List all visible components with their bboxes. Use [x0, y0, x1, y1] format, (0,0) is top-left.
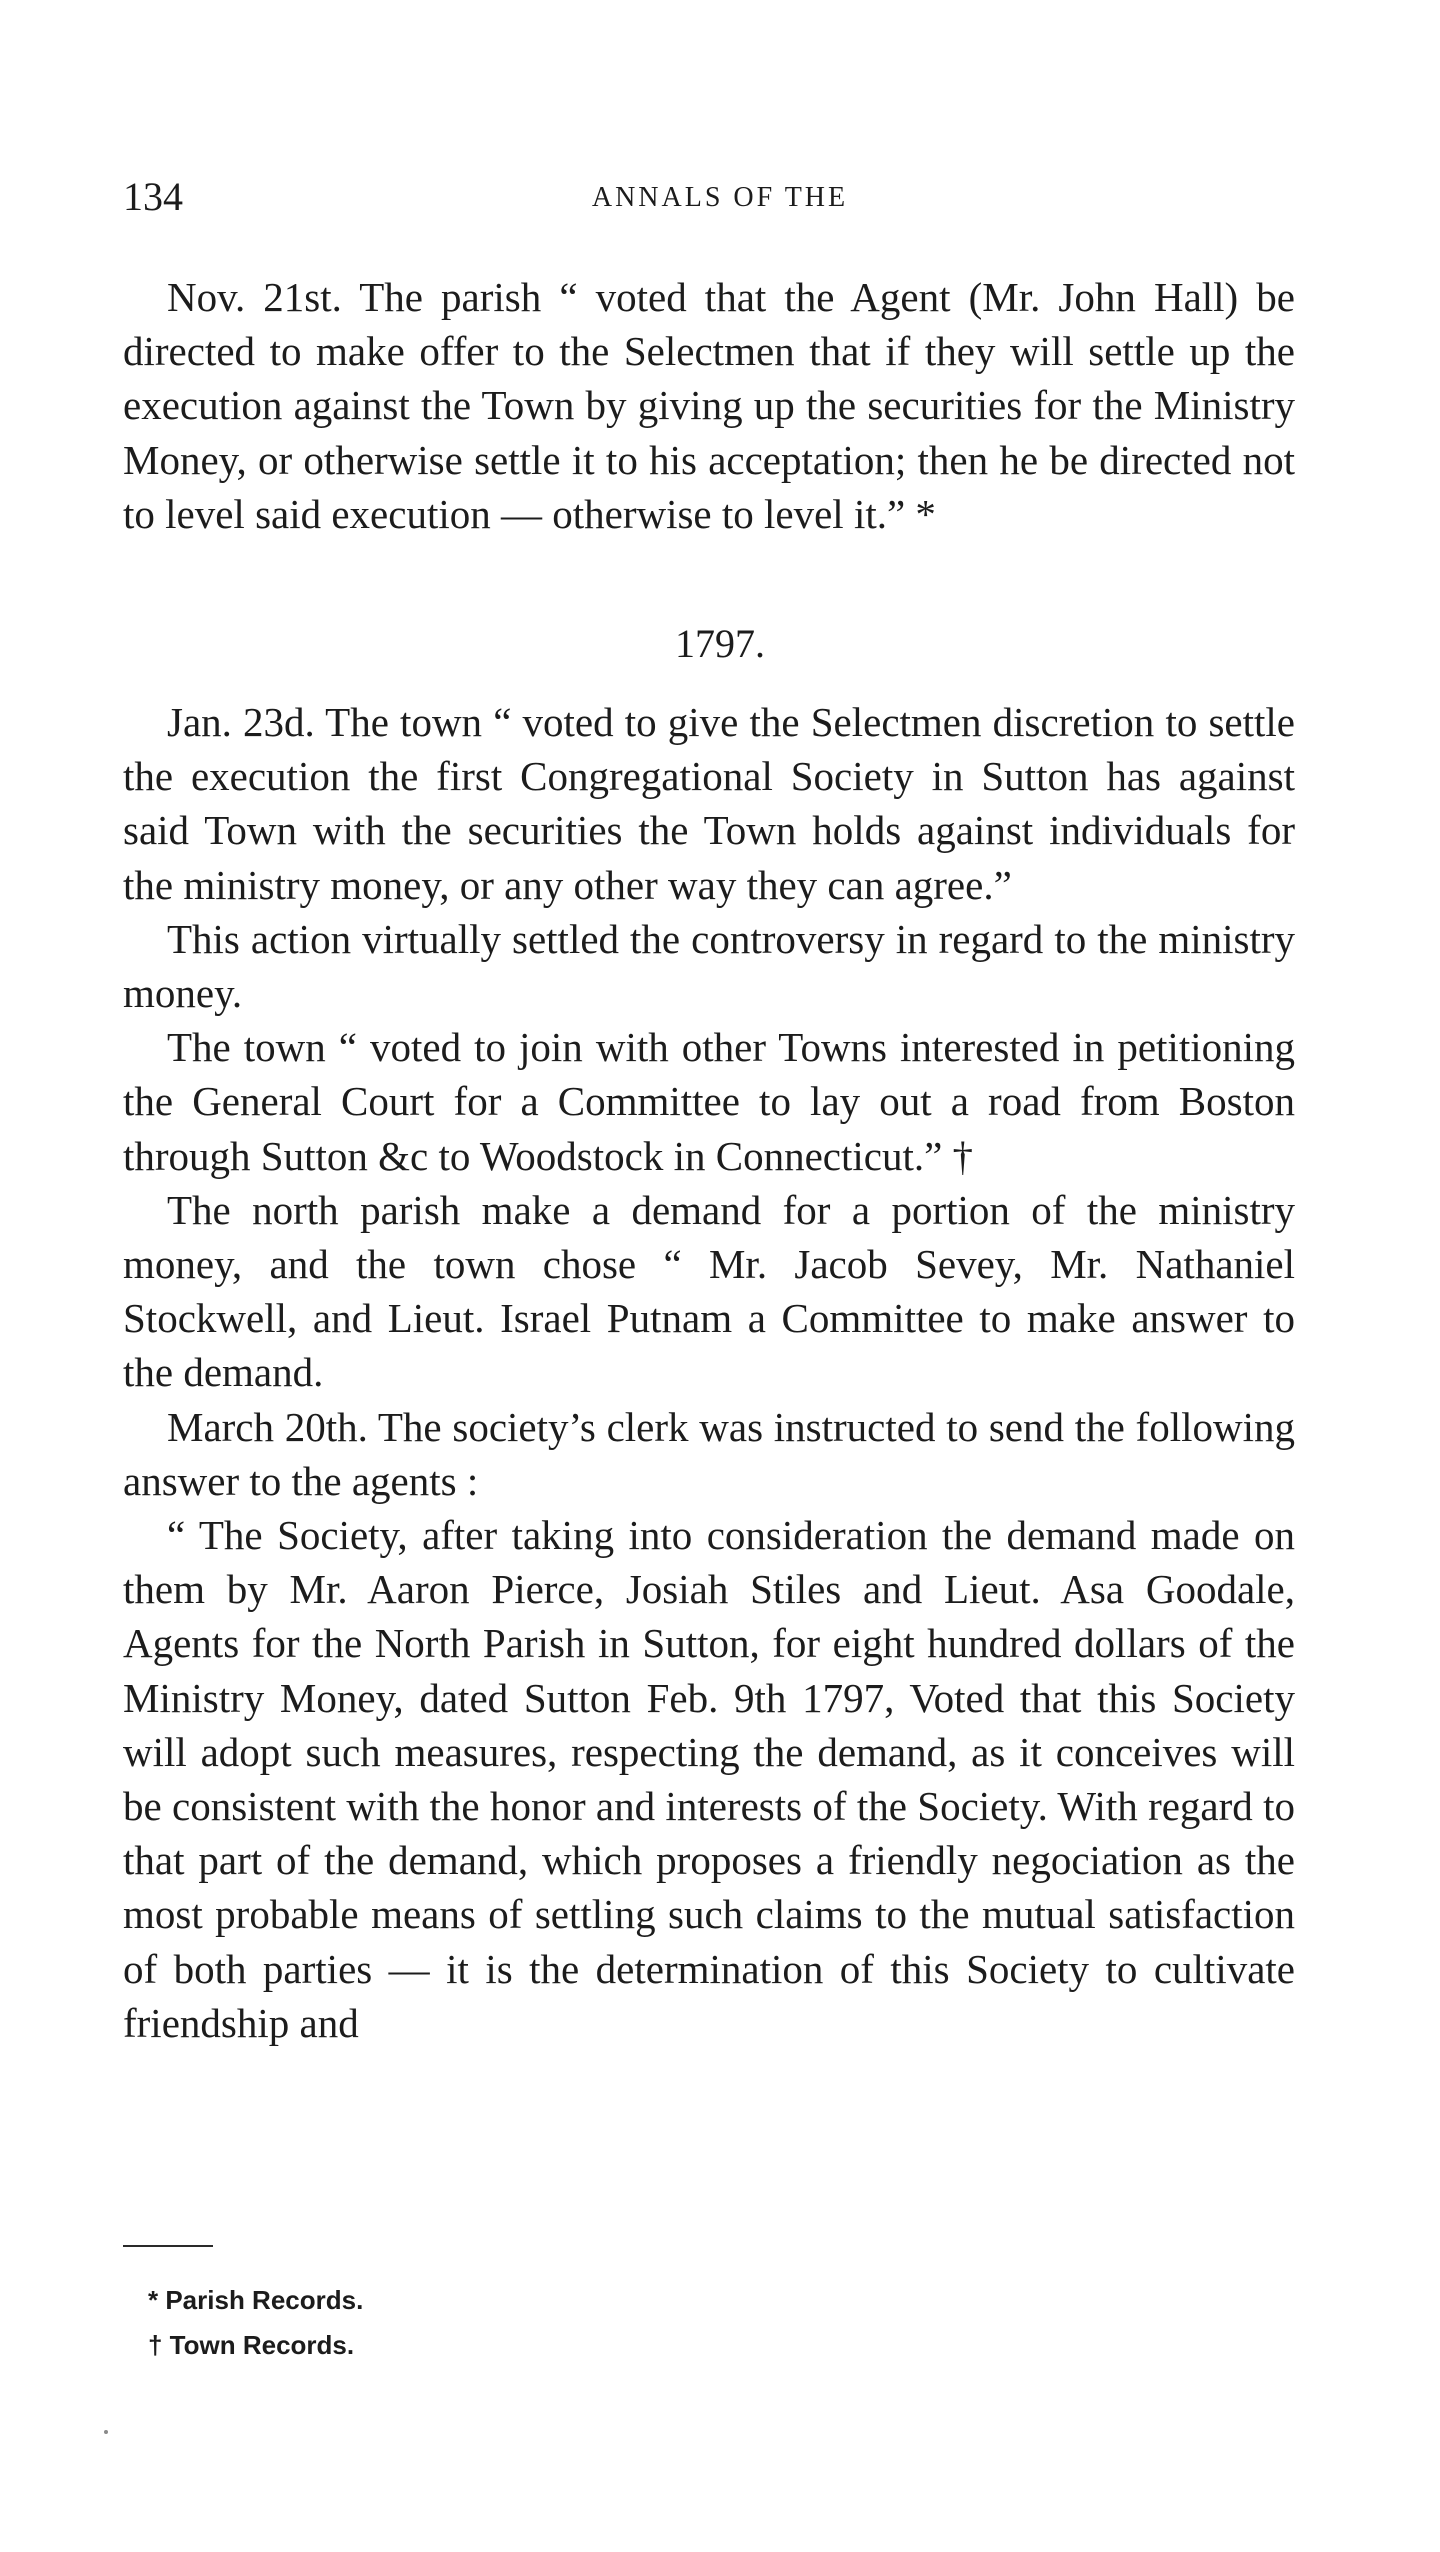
paragraph: “ The Society, after taking into consideration the demand made on them by Mr. Aaron Pierce, Josiah Stiles and Lieut. Asa Goodale, Agents for the North Parish in Sutton, for eight hundred dollars of the Ministry Money, dated Sutton Feb. 9th 1797, Voted that this Society will adopt such measures, respecting the demand, as it conceives will be consistent with the honor and interests of the Society. With regard to that part of the demand, which proposes a friendly negociation as the most probable means of settling such claims to the mutual satisfaction of both parties — it is the determination of this Society to cultivate friendship and	[123, 1512, 1295, 2046]
paragraph: This action virtually settled the controversy in regard to the ministry money.	[123, 915, 1295, 1017]
page-speck	[104, 2430, 108, 2434]
paragraph: March 20th. The society’s clerk was instructed to send the following answer to the agents :	[123, 1403, 1295, 1504]
paragraph: The town “ voted to join with other Towns interested in petitioning the General Court for a Committee to lay out a road from Boston through Sutton &c to Woodstock in Connecticut.” †	[123, 1024, 1295, 1179]
page-number: 134	[123, 174, 183, 219]
year-heading: 1797.	[675, 621, 765, 666]
paragraph: The north parish make a demand for a portion of the ministry money, and the town chose “ Mr. Jacob Sevey, Mr. Nathaniel Stockwell, and Lieut. Israel Putnam a Committee to make answer to the demand.	[123, 1186, 1295, 1396]
running-head: ANNALS OF THE	[591, 182, 849, 213]
text-block-1797	[123, 695, 1295, 2050]
footnotes	[148, 2278, 363, 2368]
paragraph: Jan. 23d. The town “ voted to give the Selectmen discretion to settle the execution the first Congregational Society in Sutton has against said Town with the securities the Town holds against individuals for the ministry money, or any other way they can agree.”	[123, 699, 1295, 908]
paragraph: Nov. 21st. The parish “ voted that the Agent (Mr. John Hall) be directed to make offer to the Selectmen that if they will settle up the execution against the Town by giving up the securities for the Ministry Money, or otherwise settle it to his acceptation; then he be directed not to level said execution — otherwise to level it.” *	[123, 274, 1295, 537]
footnote: * Parish Records.	[148, 2285, 364, 2315]
footnote-divider	[123, 2245, 213, 2247]
text-block-1796	[123, 270, 1295, 541]
footnote: † Town Records.	[148, 2330, 355, 2360]
